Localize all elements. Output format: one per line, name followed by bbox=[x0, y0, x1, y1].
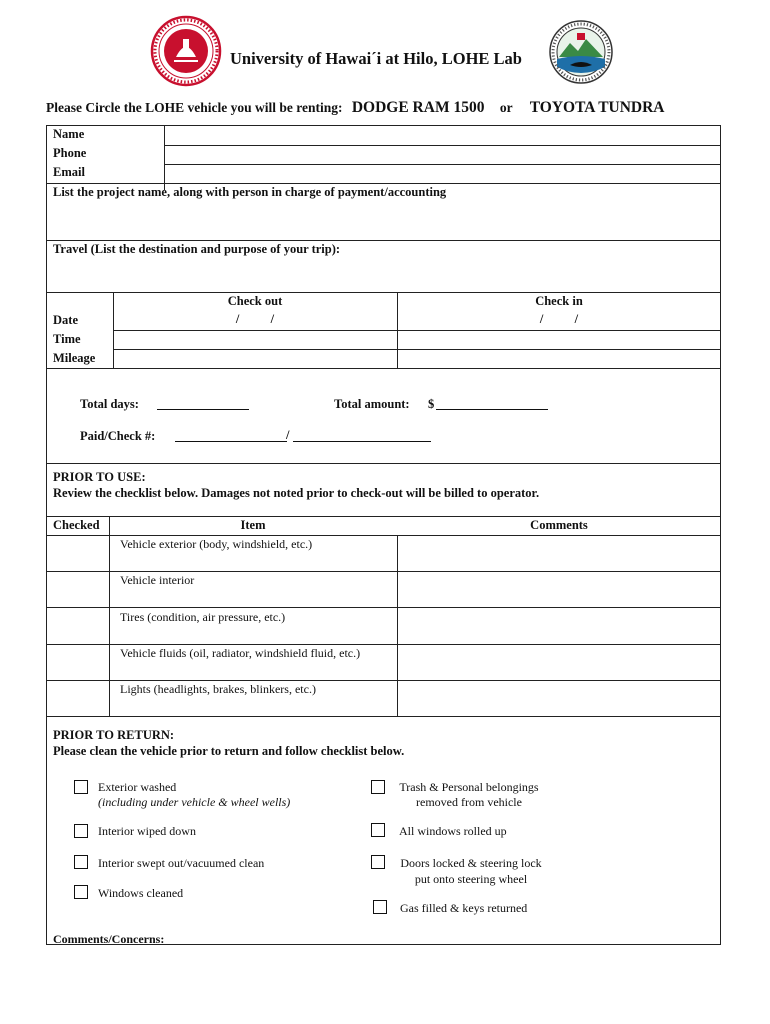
checked-cell-lights[interactable] bbox=[49, 681, 107, 715]
return-exterior-washed: Exterior washed bbox=[98, 780, 177, 794]
total-amount-label: Total amount: bbox=[334, 397, 410, 411]
dollar-sign: $ bbox=[428, 397, 435, 411]
checkin-date-field[interactable]: / / bbox=[539, 312, 579, 326]
return-interior-swept: Interior swept out/vacuumed clean bbox=[98, 856, 265, 870]
item-tires: Tires (condition, air pressure, etc.) bbox=[120, 610, 286, 624]
rental-form bbox=[46, 125, 721, 945]
checkbox-trash-removed[interactable] bbox=[371, 780, 385, 794]
checkbox-interior-swept[interactable] bbox=[74, 855, 88, 869]
travel-label: Travel (List the destination and purpose of your trip): bbox=[53, 242, 341, 256]
paid-check-slash: / bbox=[286, 428, 290, 442]
return-doors-locked-2: put onto steering wheel bbox=[414, 872, 528, 886]
checkin-mileage-field[interactable] bbox=[399, 350, 719, 367]
checkout-mileage-field[interactable] bbox=[115, 350, 395, 367]
comment-cell-fluids[interactable] bbox=[399, 645, 719, 679]
project-label: List the project name, along with person in charge of payment/accounting bbox=[53, 185, 447, 199]
lohe-lab-logo-icon bbox=[548, 19, 614, 85]
checkout-time-field[interactable] bbox=[115, 331, 395, 348]
mileage-label: Mileage bbox=[53, 351, 96, 365]
name-label: Name bbox=[53, 127, 85, 141]
prior-to-return-instruction: Please clean the vehicle prior to return and follow checklist below. bbox=[53, 744, 405, 758]
return-windows-cleaned: Windows cleaned bbox=[98, 886, 184, 900]
vehicle-option-toyota[interactable]: TOYOTA TUNDRA bbox=[529, 99, 665, 116]
total-days-field[interactable] bbox=[157, 409, 249, 410]
checkbox-windows-cleaned[interactable] bbox=[74, 885, 88, 899]
comment-cell-tires[interactable] bbox=[399, 608, 719, 643]
vehicle-option-dodge[interactable]: DODGE RAM 1500 bbox=[351, 99, 485, 116]
prior-to-use-heading: PRIOR TO USE: bbox=[53, 470, 146, 484]
col-checked-header: Checked bbox=[53, 518, 100, 532]
checkin-header: Check in bbox=[535, 294, 583, 308]
phone-label: Phone bbox=[53, 146, 87, 160]
col-item-header: Item bbox=[240, 518, 266, 532]
email-field[interactable] bbox=[166, 165, 719, 182]
checkbox-gas-filled[interactable] bbox=[373, 900, 387, 914]
return-trash-removed: Trash & Personal belongings bbox=[399, 780, 539, 794]
vehicle-option-separator: or bbox=[499, 100, 513, 115]
total-amount-field[interactable] bbox=[436, 409, 548, 410]
total-days-label: Total days: bbox=[80, 397, 139, 411]
item-vehicle-exterior: Vehicle exterior (body, windshield, etc.) bbox=[120, 537, 313, 551]
project-field[interactable] bbox=[49, 202, 719, 238]
time-label: Time bbox=[53, 332, 81, 346]
checkbox-interior-wiped[interactable] bbox=[74, 824, 88, 838]
return-gas-filled: Gas filled & keys returned bbox=[400, 901, 528, 915]
prior-to-use-instruction: Review the checklist below. Damages not noted prior to check-out will be billed to operator. bbox=[53, 486, 540, 500]
travel-field[interactable] bbox=[49, 259, 719, 291]
checkbox-exterior-washed[interactable] bbox=[74, 780, 88, 794]
contact-divider bbox=[164, 126, 165, 190]
paid-check-label: Paid/Check #: bbox=[80, 429, 156, 443]
checkin-time-field[interactable] bbox=[399, 331, 719, 348]
return-exterior-washed-note: (including under vehicle & wheel wells) bbox=[98, 795, 291, 809]
checkbox-doors-locked[interactable] bbox=[371, 855, 385, 869]
page-title: University of Hawai´i at Hilo, LOHE Lab bbox=[230, 49, 522, 68]
checked-cell-interior[interactable] bbox=[49, 572, 107, 606]
return-interior-wiped: Interior wiped down bbox=[98, 824, 196, 838]
comments-concerns-label: Comments/Concerns: bbox=[53, 932, 165, 946]
university-seal-icon bbox=[150, 15, 222, 87]
prior-to-return-heading: PRIOR TO RETURN: bbox=[53, 728, 175, 742]
item-vehicle-fluids: Vehicle fluids (oil, radiator, windshield fluid, etc.) bbox=[120, 646, 361, 660]
vehicle-select-line bbox=[46, 99, 665, 117]
checkout-header: Check out bbox=[227, 294, 283, 308]
vehicle-select-prompt: Please Circle the LOHE vehicle you will be renting: bbox=[46, 100, 343, 115]
checked-cell-fluids[interactable] bbox=[49, 645, 107, 679]
paid-field[interactable] bbox=[175, 441, 287, 442]
col-comments-header: Comments bbox=[530, 518, 588, 532]
email-label: Email bbox=[53, 165, 85, 179]
phone-field[interactable] bbox=[166, 146, 719, 163]
checkout-date-field[interactable]: / / bbox=[235, 312, 275, 326]
item-lights: Lights (headlights, brakes, blinkers, etc.) bbox=[120, 682, 316, 696]
checkbox-windows-up[interactable] bbox=[371, 823, 385, 837]
date-label: Date bbox=[53, 313, 78, 327]
return-windows-up: All windows rolled up bbox=[399, 824, 507, 838]
comment-cell-exterior[interactable] bbox=[399, 536, 719, 570]
return-doors-locked: Doors locked & steering lock bbox=[400, 856, 542, 870]
return-trash-removed-2: removed from vehicle bbox=[416, 795, 522, 809]
name-field[interactable] bbox=[166, 127, 719, 144]
item-vehicle-interior: Vehicle interior bbox=[120, 573, 195, 587]
checked-cell-exterior[interactable] bbox=[49, 536, 107, 570]
checked-cell-tires[interactable] bbox=[49, 608, 107, 643]
comment-cell-interior[interactable] bbox=[399, 572, 719, 606]
check-number-field[interactable] bbox=[293, 441, 431, 442]
comment-cell-lights[interactable] bbox=[399, 681, 719, 715]
